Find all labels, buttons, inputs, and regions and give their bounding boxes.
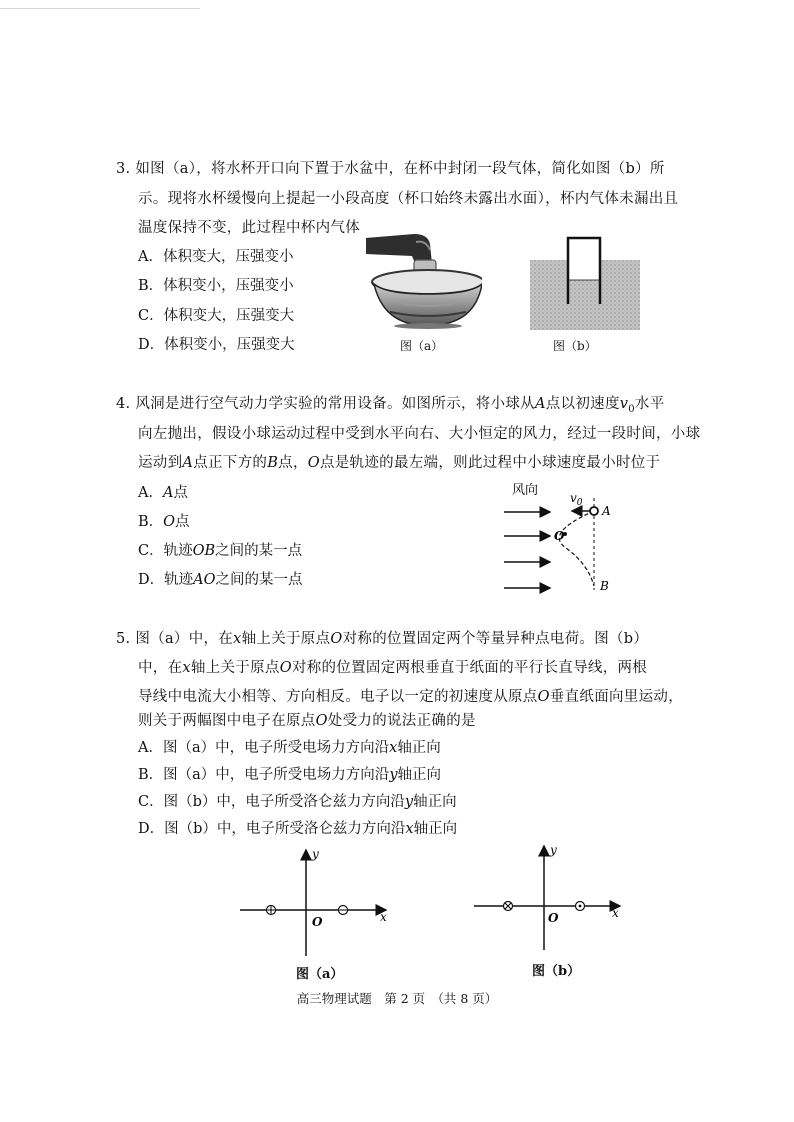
q5b-x-label: x (612, 906, 619, 920)
q5-text-2c: 对称的位置固定两根垂直于纸面的平行长直导线，两根 (291, 660, 648, 676)
q5-number: 5. (116, 631, 131, 647)
q5-opt-b-text: B．图（a）中，电子所受电场力方向沿 (138, 767, 390, 783)
q4-var-v: v (619, 396, 629, 412)
q4-opt-a-suffix: 点 (173, 485, 188, 501)
q4-option-d (138, 569, 303, 591)
q4-opt-a-var: A (162, 485, 174, 501)
q5-text-1a: 图（a）中，在 (135, 631, 234, 647)
current-out-of-page-icon (576, 902, 585, 911)
q5-text-4b: 处受力的说法正确的是 (327, 713, 476, 729)
q4-point-b-label: B (600, 579, 609, 593)
q3-option-d: D．体积变小，压强变大 (138, 337, 295, 353)
q5-option-a (138, 737, 441, 759)
scan-edge-line (0, 8, 200, 9)
q5-var-x1: x (233, 631, 242, 647)
q5a-y-label: y (312, 847, 319, 861)
q4-text-1b: 点以初速度 (545, 396, 620, 412)
q5-opt-d-end: 轴正向 (413, 821, 458, 837)
q5-opt-c-text: C．图（b）中，电子所受洛仑兹力方向沿 (138, 794, 405, 810)
negative-charge-icon (339, 906, 348, 915)
q5-text-4a: 则关于两幅图中电子在原点 (138, 713, 316, 729)
q5-figure-a-caption: 图（a） (296, 967, 344, 982)
q4-number: 4. (116, 396, 131, 412)
q4-text-3a: 运动到 (138, 455, 183, 471)
q3-line-1 (116, 158, 665, 180)
q5b-y-label: y (550, 843, 557, 857)
q3-option-a: A．体积变大，压强变小 (138, 249, 294, 265)
q4-option-a (138, 482, 188, 504)
q4-wind-figure (498, 478, 628, 598)
q4-text-3d: 点是轨迹的最左端，则此过程中小球速度最小时位于 (319, 455, 661, 471)
q4-opt-c-var: OB (192, 543, 216, 559)
q5-var-x2: x (182, 660, 191, 676)
q5-option-d (138, 818, 457, 840)
q5-text-2b: 轴上关于原点 (190, 660, 280, 676)
q4-option-c (138, 540, 302, 562)
q3-figure-b-diagram (530, 236, 640, 330)
q5-opt-d-text: D．图（b）中，电子所受洛仑兹力方向沿 (138, 821, 406, 837)
q5b-origin-label: O (548, 911, 559, 925)
q5-text-1c: 对称的位置固定两个等量异种点电荷。图（b） (342, 631, 649, 647)
q5-line-3 (138, 686, 683, 708)
q4-opt-d-prefix: D．轨迹 (138, 572, 194, 588)
q5-figure-b-axes (470, 838, 630, 954)
q4-opt-b-prefix: B． (138, 514, 164, 530)
q3-number: 3. (116, 161, 131, 177)
q5-line-1 (116, 628, 648, 650)
q4-trajectory (559, 511, 594, 586)
q4-text-3b: 点正下方的 (193, 455, 268, 471)
page-footer: 高三物理试题 第 2 页 （共 8 页） (296, 991, 498, 1006)
q5a-x-label: x (380, 910, 387, 924)
q4-line-1 (116, 393, 665, 421)
q5-text-2a: 中，在 (138, 660, 183, 676)
q4-opt-d-var: AO (193, 572, 216, 588)
q4-var-b: B (267, 455, 279, 471)
q3-line-3: 温度保持不变，此过程中杯内气体 (138, 220, 360, 236)
q4-option-b (138, 511, 190, 533)
q5-opt-a-end: 轴正向 (397, 740, 441, 756)
q5-opt-a-text: A．图（a）中，电子所受电场力方向沿 (138, 740, 390, 756)
q4-text-1a: 风洞是进行空气动力学实验的常用设备。如图所示，将小球从 (135, 396, 535, 412)
q5-opt-c-end: 轴正向 (413, 794, 457, 810)
q4-var-a: A (534, 396, 546, 412)
q4-line-2: 向左抛出，假设小球运动过程中受到水平向右、大小恒定的风力，经过一段时间，小球 (138, 426, 701, 442)
current-into-page-icon (504, 902, 513, 911)
q4-point-a-label: A (602, 504, 611, 518)
q4-ball (590, 507, 598, 515)
q5-opt-b-end: 轴正向 (397, 767, 442, 783)
q3-figure-a-photo (366, 232, 482, 330)
q4-opt-b-var: O (163, 514, 176, 530)
q5-opt-b-var: y (389, 767, 398, 783)
q5-var-o4: O (315, 713, 328, 729)
q5-line-2 (138, 657, 647, 679)
q3-option-c: C．体积变大，压强变大 (138, 308, 295, 324)
q5-opt-d-var: x (405, 821, 414, 837)
q5-var-o3: O (537, 689, 550, 705)
q4-opt-a-prefix: A． (138, 485, 163, 501)
q4-var-v-sub: 0 (628, 403, 635, 415)
q5-figure-b-caption: 图（b） (532, 964, 581, 979)
q5-opt-a-var: x (389, 740, 398, 756)
q4-opt-d-suffix: 之间的某一点 (215, 572, 303, 588)
q4-opt-c-prefix: C．轨迹 (138, 543, 193, 559)
q5-figure-a-axes (236, 842, 396, 958)
q4-var-a2: A (182, 455, 194, 471)
q5-option-c (138, 791, 457, 813)
positive-charge-icon (267, 906, 276, 915)
q3-figure-a-caption: 图（a） (400, 339, 444, 353)
q5-var-o1: O (330, 631, 343, 647)
q5-text-3b: 垂直纸面向里运动， (549, 689, 683, 705)
q4-opt-b-suffix: 点 (175, 514, 190, 530)
q4-var-o: O (307, 455, 320, 471)
q5-text-3a: 导线中电流大小相等、方向相反。电子以一定的初速度从原点 (138, 689, 538, 705)
q5a-origin-label: O (312, 915, 323, 929)
q4-wind-label: 风向 (512, 483, 539, 498)
q4-text-3c: 点， (278, 455, 308, 471)
q4-v0-label: $v_0$ (570, 491, 583, 508)
q4-line-3 (138, 452, 660, 474)
q3-text-1: 如图（a），将水杯开口向下置于水盆中，在杯中封闭一段气体，简化如图（b）所 (135, 161, 665, 177)
q5-text-1b: 轴上关于原点 (241, 631, 331, 647)
q5-opt-c-var: y (404, 794, 414, 810)
q5-line-4 (138, 710, 476, 732)
q3-option-b: B．体积变小，压强变小 (138, 278, 294, 294)
q5-var-o2: O (279, 660, 292, 676)
q3-figure-b-caption: 图（b） (553, 339, 597, 353)
q5-option-b (138, 764, 441, 786)
q4-opt-c-suffix: 之间的某一点 (215, 543, 303, 559)
q4-point-o-label: O (554, 529, 565, 543)
q3-line-2: 示。现将水杯缓慢向上提起一小段高度（杯口始终未露出水面），杯内气体未漏出且 (138, 191, 679, 207)
q4-text-1c: 水平 (634, 396, 665, 412)
